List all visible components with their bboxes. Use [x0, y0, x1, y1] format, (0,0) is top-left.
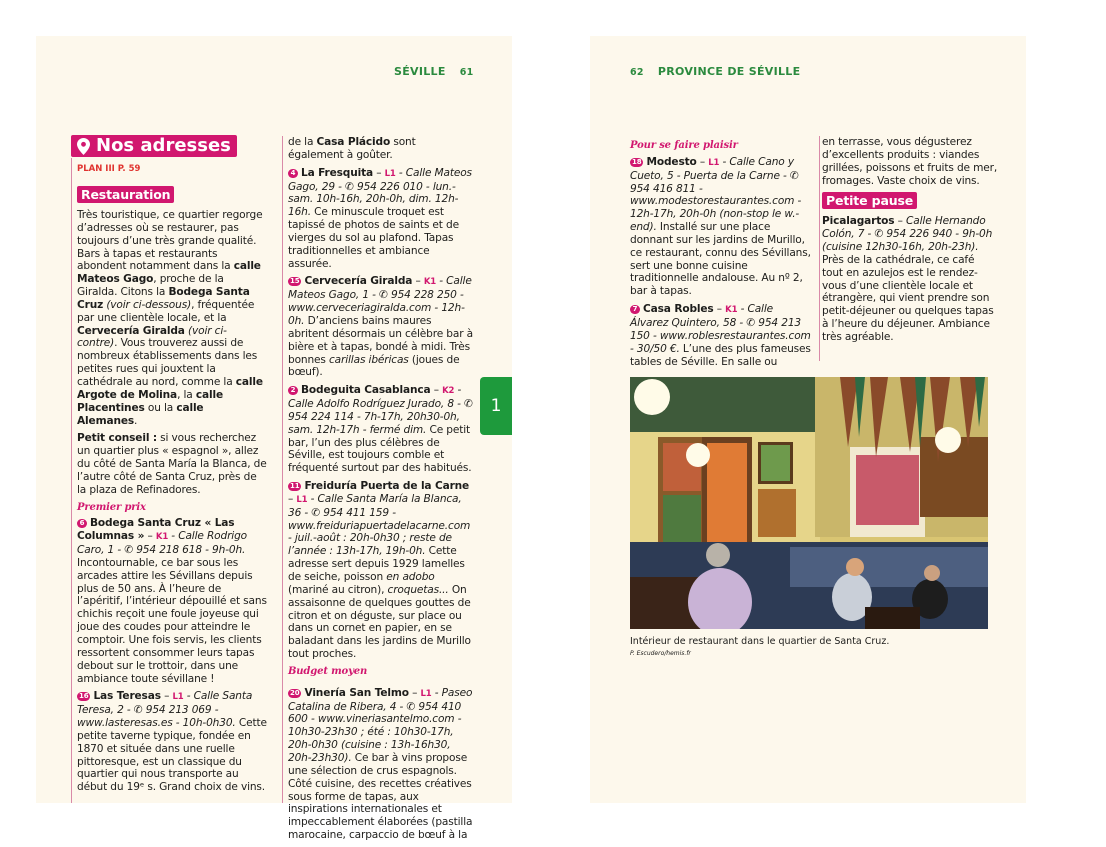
italic-text: croquetas...: [387, 583, 449, 596]
tip-paragraph: [77, 432, 267, 496]
restaurant-interior-photo: [630, 377, 988, 629]
photo-caption: Intérieur de restaurant dans le quartier de Santa Cruz.: [630, 636, 890, 647]
left-column-1: [77, 186, 267, 799]
subhead-pour-se-faire-plaisir: Pour se faire plaisir: [630, 140, 738, 151]
listing-freiduria: [288, 480, 474, 661]
map-grid-reference: L1: [420, 688, 432, 699]
subhead-premier-prix: Premier prix: [77, 501, 146, 513]
bold-text: calle Alemanes: [77, 401, 204, 427]
italic-text: - Calle Mateos Gago, 29 - ✆ 954 226 010 - lun.-sam. 10h-16h, 20h-0h, dim. 12h-16h.: [288, 166, 472, 219]
bold-text: Cervecería Giralda: [77, 324, 185, 337]
bold-text: Picalagartos: [822, 215, 895, 228]
text-run: .: [134, 414, 138, 427]
italic-text: (voir ci-dessous): [106, 298, 192, 311]
running-head-title: PROVINCE DE SÉVILLE: [657, 65, 801, 78]
right-column-2: [822, 136, 998, 349]
text-run: –: [373, 166, 385, 179]
listing-las-teresas: [77, 690, 267, 794]
photo-credit: P. Escudero/hemis.fr: [630, 650, 691, 657]
text-run: ou la: [144, 401, 177, 414]
bold-text: Casa Plácido: [316, 136, 391, 148]
italic-text: - Calle Santa Teresa, 2 - ✆ 954 213 069 - www.lasteresas.es - 10h-0h30.: [77, 690, 253, 730]
italic-text: en adobo: [386, 571, 435, 583]
text-run: D’anciens bains maures abritent désormais un célèbre bar à bière et à tapas, bondé à midi. Très bonnes: [288, 314, 473, 366]
map-grid-reference: K1: [423, 277, 437, 288]
italic-text: Calle Hernando Colón, 7 - ✆ 954 226 940 - 9h-0h (cuisine 12h30-16h, 20h-23h).: [822, 215, 993, 254]
category-restauration: Restauration: [77, 186, 174, 203]
map-number-badge: 20: [290, 688, 300, 697]
running-head-title: SÉVILLE: [394, 65, 446, 78]
running-head: [394, 65, 474, 78]
listing-bodega-santa-cruz: [77, 517, 267, 685]
listing-picalagartos: [822, 215, 998, 343]
text-run: –: [288, 492, 297, 505]
map-pin-icon: [77, 138, 90, 155]
right-column-1: [630, 140, 814, 373]
plan-reference: PLAN III P. 59: [77, 164, 141, 174]
right-page: [590, 36, 1026, 803]
italic-text: - Calle Rodrigo Caro, 1 - ✆ 954 218 618 - 9h-0h.: [77, 530, 247, 557]
text-run: , proche de la Giralda. Citons la: [77, 273, 224, 299]
page-number: 61: [459, 67, 474, 78]
bold-text: calle Argote de Molina: [77, 375, 263, 401]
map-number-badge: 18: [632, 157, 642, 166]
column-rule: [819, 136, 820, 361]
map-number-badge: 11: [290, 482, 300, 491]
section-title: [71, 135, 237, 157]
text-run: –: [696, 155, 709, 168]
map-number-badge: 4: [288, 169, 298, 178]
bold-text: Bodeguita Casablanca: [301, 384, 431, 397]
bold-text: Freiduría Puerta de la Carne: [304, 480, 470, 493]
bold-text: Petit conseil :: [77, 432, 157, 445]
text-run: Près de la cathédrale, ce café tout en azulejos est le rendez-vous d’une clientèle locale et étrangère, qui vient prendre son petit-déjeuner ou quelques tapas à l’heure du déjeuner. Ambiance très agréable.: [822, 253, 994, 343]
map-grid-reference: K1: [725, 305, 738, 316]
text-run: –: [894, 215, 907, 228]
map-number-badge: 16: [79, 692, 89, 701]
left-page: [36, 36, 512, 842]
category-petite-pause: Petite pause: [822, 192, 917, 209]
continuation-paragraph: [288, 136, 474, 162]
text-run: en terrasse, vous dégusterez d’excellents produits : viandes grillées, poissons et fruits de mer, fromages. Vaste choix de vins.: [822, 136, 998, 187]
bold-text: Bodega Santa Cruz « Las Columnas »: [77, 517, 235, 543]
text-run: de la: [288, 136, 317, 148]
running-head: [630, 65, 800, 78]
text-run: (joues de bœuf).: [288, 353, 460, 379]
bold-text: Cervecería Giralda: [304, 275, 413, 288]
italic-text: - Calle Adolfo Rodríguez Jurado, 8 - ✆ 954 224 114 - 7h-17h, 20h30-0h, sam. 12h-17h - fermé dim.: [288, 384, 473, 436]
text-run: –: [430, 384, 443, 397]
text-run: –: [160, 690, 173, 703]
bold-text: Vinería San Telmo: [304, 686, 409, 699]
text-run: sont également à goûter.: [288, 136, 416, 161]
map-number-badge: 2: [288, 386, 298, 395]
italic-text: - Calle Cano y Cueto, 5 - Puerta de la Carne - ✆ 954 416 811 - www.modestorestaurantes.com - 12h-17h, 20h-0h (non-stop le w.-end).: [630, 155, 802, 234]
map-number-badge: 15: [290, 277, 300, 286]
map-grid-reference: L1: [172, 692, 184, 703]
map-grid-reference: K1: [155, 532, 169, 543]
listing-casa-robles: [630, 303, 814, 368]
text-run: –: [713, 303, 726, 316]
intro-paragraph: [77, 209, 267, 427]
map-grid-reference: K2: [442, 386, 455, 397]
text-run: –: [144, 530, 156, 543]
listing-vineria-san-telmo: [288, 687, 474, 842]
text-run: si vous recherchez un quartier plus « espagnol », allez du côté de Santa María la Blanca, de l’autre côté de Santa Cruz, près de la plaza de Refinadores.: [77, 432, 267, 496]
listing-bodeguita-casablanca: [288, 384, 474, 475]
text-run: –: [408, 686, 421, 699]
bold-text: Modesto: [646, 155, 697, 168]
photo-illustration: [630, 377, 988, 629]
left-column-2: [288, 136, 474, 847]
map-grid-reference: L1: [384, 168, 396, 179]
text-run: Ce minuscule troquet est tapissé de photos de saints et de vierges du sol au plafond. Tapas traditionnelles et ambiance assurée.: [288, 206, 459, 270]
bold-text: Las Teresas: [93, 690, 161, 703]
text-run: Cette petite taverne typique, fondée en 1870 et située dans une ruelle pittoresque, est un classique du quartier qui nous transporte au début du 19ᵉ s. Grand choix de vins.: [77, 717, 267, 794]
column-rule: [71, 158, 72, 803]
column-rule: [282, 136, 283, 803]
bold-text: Casa Robles: [643, 303, 714, 316]
bold-text: calle Placentines: [77, 388, 223, 414]
text-run: Ce petit bar, l’un des plus célèbres de Séville, est toujours comble et fréquenté surtout par des habitués.: [288, 423, 472, 475]
bold-text: Bodega Santa Cruz: [77, 286, 250, 311]
map-grid-reference: L1: [296, 494, 308, 505]
listing-cerveceria-giralda: [288, 275, 474, 379]
italic-text: carillas ibéricas: [329, 353, 409, 366]
section-title-text: Nos adresses: [96, 135, 231, 156]
italic-text: - Calle Álvarez Quintero, 58 - ✆ 954 213 150 - www.roblesrestaurantes.com - 30/50 €.: [630, 303, 811, 355]
text-run: On assaisonne de quelques gouttes de citron et on déguste, sur place ou dans un cornet en papier, en se baladant dans les jardins de Murillo tout proches.: [288, 583, 471, 661]
text-run: Ce bar à vins propose une sélection de crus espagnols. Côté cuisine, des recettes créatives sous forme de tapas, aux inspirations internationales et impeccablement élaborées (pastilla marocaine, carpaccio de bœuf à la: [288, 751, 473, 842]
map-number-badge: 6: [77, 519, 87, 528]
text-run: –: [412, 275, 424, 288]
italic-text: (voir ci-contre): [77, 324, 227, 350]
italic-text: - Calle Mateos Gago, 1 - ✆ 954 228 250 - www.cerveceriagiralda.com - 12h-0h.: [288, 275, 472, 327]
text-run: Installé sur une place donnant sur les jardins de Murillo, ce restaurant, connu des Sévillans, sert une bonne cuisine traditionnelle andalouse. Au nº 2, bar à tapas.: [630, 221, 811, 298]
italic-text: - Calle Santa María la Blanca, 36 - ✆ 954 411 159 - www.freiduriapuertadelacarne.com - juil.-août : 20h-0h30 ; reste de l’année : 13h-17h, 19h-0h.: [288, 492, 471, 558]
listing-modesto: [630, 156, 814, 298]
text-run: Cette adresse sert depuis 1929 lamelles de seiche, poisson: [288, 545, 465, 583]
italic-text: - Paseo Catalina de Ribera, 4 - ✆ 954 410 600 - www.vineriasantelmo.com - 10h30-23h30 ; été : 10h30-17h, 20h-0h30 (cuisine : 13h-16h30, 20h-23h30).: [288, 686, 473, 764]
page-number: 62: [630, 67, 644, 78]
text-run: (mariné au citron),: [288, 583, 388, 596]
bold-text: calle Mateos Gago: [77, 260, 261, 286]
text-run: . Vous trouverez aussi de nombreux établissements dans les petites rues qui jouxtent la cathédrale au nord, comme la: [77, 337, 258, 388]
text-run: Incontournable, ce bar sous les arcades attire les Sévillans depuis plus de 50 ans. À l’heure de l’apéritif, l’intérieur dépouillé et sans chichis reçoit une foule joyeuse qui joue des coudes pour atteindre le comptoir. Une fois servis, les clients ressortent consommer leurs tapas debout sur le trottoir, dans une ambiance toute sévillane !: [77, 556, 267, 685]
map-grid-reference: L1: [708, 157, 720, 168]
text-run: , fréquentée par une clientèle locale, et la: [77, 298, 255, 324]
text-run: L’une des plus fameuses tables de Séville. En salle ou: [630, 342, 811, 368]
listing-la-fresquita: [288, 167, 474, 271]
continuation-paragraph: [822, 136, 998, 187]
bold-text: La Fresquita: [301, 166, 374, 179]
text-run: Très touristique, ce quartier regorge d’adresses où se restaurer, pas toujours d’une très grande qualité. Bars à tapas et restaurants abondent notamment dans la: [77, 209, 263, 273]
text-run: , la: [177, 388, 196, 401]
subhead-budget-moyen: Budget moyen: [288, 665, 368, 677]
map-number-badge: 7: [630, 305, 640, 314]
chapter-thumb-tab[interactable]: 1: [480, 377, 512, 435]
